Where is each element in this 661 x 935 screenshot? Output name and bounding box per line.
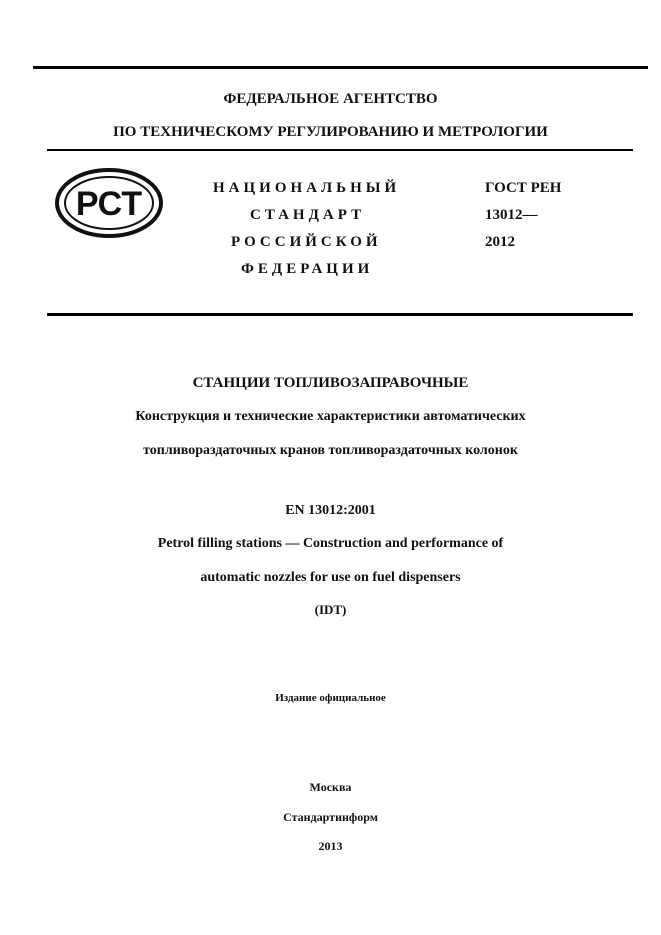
header-rule [47, 149, 633, 151]
standard-type-line-3: РОССИЙСКОЙ [231, 234, 382, 250]
section-rule [47, 313, 633, 316]
rst-logo-icon [54, 168, 164, 238]
edition-label: Издание официальное [275, 692, 386, 704]
en-code: EN 13012:2001 [285, 503, 376, 518]
top-rule [33, 66, 648, 69]
designation-line-2: 13012— [485, 207, 538, 223]
en-title-line-2: automatic nozzles for use on fuel dispensers [200, 570, 461, 585]
agency-line-1: ФЕДЕРАЛЬНОЕ АГЕНТСТВО [223, 91, 438, 107]
publisher-name: Стандартинформ [283, 810, 378, 824]
publisher-city: Москва [309, 780, 352, 794]
publisher-year: 2013 [318, 839, 343, 853]
en-title-line-1: Petrol filling stations — Construction and performance of [157, 536, 504, 551]
idt-label: (IDT) [314, 602, 347, 617]
agency-line-2: ПО ТЕХНИЧЕСКОМУ РЕГУЛИРОВАНИЮ И МЕТРОЛОГИИ [113, 124, 548, 140]
standard-type-line-2: СТАНДАРТ [250, 207, 366, 223]
standard-type-line-4: ФЕДЕРАЦИИ [241, 261, 374, 277]
main-title: СТАНЦИИ ТОПЛИВОЗАПРАВОЧНЫЕ [192, 375, 469, 391]
designation-line-1: ГОСТ РЕН [485, 180, 562, 196]
subtitle-line-1: Конструкция и технические характеристики автоматических [135, 409, 526, 424]
svg-text:РСТ: РСТ [75, 185, 143, 223]
standard-type-line-1: НАЦИОНАЛЬНЫЙ [213, 180, 401, 196]
designation-line-3: 2012 [485, 234, 515, 250]
subtitle-line-2: топливораздаточных кранов топливораздаточных колонок [143, 443, 518, 458]
